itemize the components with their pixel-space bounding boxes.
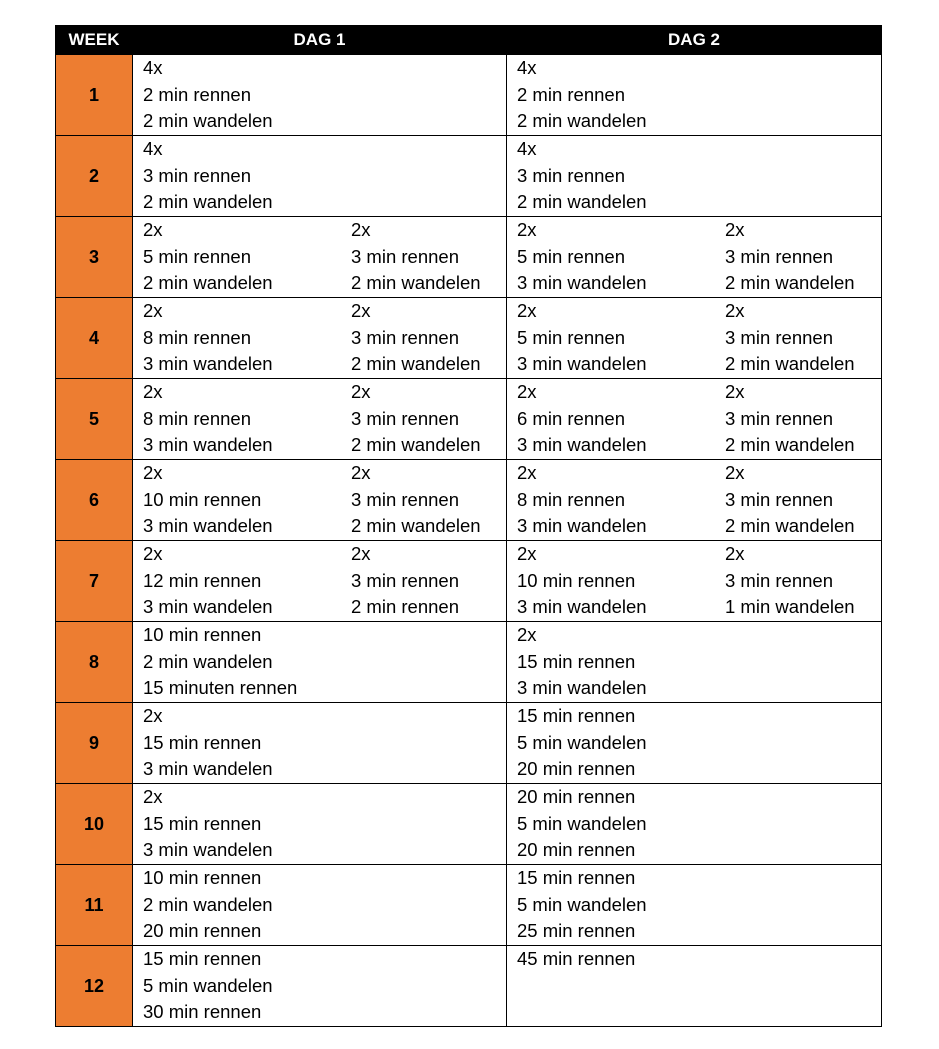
workout-line: 5 min rennen (517, 326, 625, 348)
workout-line: 4x (143, 57, 163, 78)
header-dag-1: DAG 1 (133, 26, 507, 55)
workout-line: 2 min wandelen (725, 515, 855, 537)
table-row (56, 460, 882, 541)
week-number: 5 (56, 379, 133, 460)
workout-line: 15 min rennen (517, 650, 636, 672)
workout-block (507, 946, 881, 1026)
workout-block (133, 298, 506, 378)
week-number: 1 (56, 55, 133, 136)
workout-block (507, 784, 881, 864)
workout-line: 20 min rennen (517, 839, 636, 861)
workout-line: 2x (725, 543, 745, 564)
workout-line: 2 min wandelen (725, 434, 855, 456)
workout-line: 2x (143, 219, 163, 240)
workout-block (507, 298, 881, 378)
dag-1-cell (133, 55, 507, 136)
dag-1-cell (133, 379, 507, 460)
workout-line: 2x (351, 219, 371, 240)
table-row (56, 784, 882, 865)
table-row (56, 136, 882, 217)
workout-line: 2x (517, 219, 537, 240)
dag-2-cell (507, 460, 882, 541)
workout-segment (351, 541, 459, 621)
workout-line: 2 min rennen (143, 83, 251, 105)
week-number: 3 (56, 217, 133, 298)
workout-line: 5 min rennen (517, 245, 625, 267)
dag-1-cell (133, 946, 507, 1027)
workout-line: 3 min rennen (725, 245, 833, 267)
workout-line: 2 min rennen (351, 596, 459, 618)
workout-segment (507, 865, 725, 945)
workout-line: 5 min rennen (143, 245, 251, 267)
workout-block (507, 460, 881, 540)
workout-line: 15 min rennen (143, 731, 262, 753)
workout-segment (133, 541, 351, 621)
workout-line: 2x (725, 300, 745, 321)
workout-segment (507, 541, 725, 621)
workout-line: 3 min rennen (351, 245, 459, 267)
workout-line: 2 min wandelen (725, 353, 855, 375)
workout-segment (351, 217, 481, 297)
workout-line: 2 min wandelen (725, 272, 855, 294)
workout-line: 2x (351, 543, 371, 564)
workout-segment (507, 703, 725, 783)
workout-segment (725, 379, 855, 459)
week-number: 12 (56, 946, 133, 1027)
table-row (56, 622, 882, 703)
workout-block (133, 136, 506, 216)
workout-line: 15 minuten rennen (143, 677, 298, 699)
workout-line: 3 min wandelen (517, 272, 647, 294)
workout-line: 2x (351, 300, 371, 321)
workout-segment (507, 784, 725, 864)
schedule-sheet (55, 25, 881, 1027)
workout-block (507, 541, 881, 621)
workout-segment (133, 784, 351, 864)
dag-1-cell (133, 541, 507, 622)
week-number: 9 (56, 703, 133, 784)
workout-line: 10 min rennen (517, 569, 636, 591)
workout-segment (507, 136, 725, 216)
workout-line: 2x (351, 381, 371, 402)
dag-2-cell (507, 55, 882, 136)
workout-line: 3 min wandelen (143, 839, 273, 861)
table-row (56, 703, 882, 784)
dag-1-cell (133, 217, 507, 298)
workout-line: 2 min wandelen (143, 110, 273, 132)
dag-1-cell (133, 298, 507, 379)
table-row (56, 865, 882, 946)
workout-segment (725, 460, 855, 540)
workout-line: 3 min wandelen (143, 353, 273, 375)
workout-line: 10 min rennen (143, 867, 262, 888)
dag-2-cell (507, 703, 882, 784)
workout-line: 5 min wandelen (517, 893, 647, 915)
dag-2-cell (507, 298, 882, 379)
workout-line: 2x (143, 462, 163, 483)
workout-block (507, 865, 881, 945)
workout-segment (351, 379, 481, 459)
workout-segment (133, 136, 351, 216)
workout-line: 4x (517, 138, 537, 159)
workout-line: 3 min wandelen (517, 353, 647, 375)
workout-block (507, 379, 881, 459)
workout-block (133, 703, 506, 783)
dag-2-cell (507, 217, 882, 298)
workout-block (507, 217, 881, 297)
workout-line: 12 min rennen (143, 569, 262, 591)
header-dag-2: DAG 2 (507, 26, 882, 55)
workout-line: 5 min wandelen (517, 731, 647, 753)
workout-line: 2x (143, 543, 163, 564)
workout-line: 3 min wandelen (517, 434, 647, 456)
workout-line: 2x (517, 381, 537, 402)
workout-block (507, 136, 881, 216)
dag-1-cell (133, 622, 507, 703)
dag-2-cell (507, 784, 882, 865)
dag-2-cell (507, 622, 882, 703)
workout-line: 3 min rennen (351, 569, 459, 591)
workout-segment (507, 298, 725, 378)
workout-line: 3 min wandelen (143, 434, 273, 456)
workout-line: 10 min rennen (143, 488, 262, 510)
dag-1-cell (133, 865, 507, 946)
workout-line: 3 min rennen (725, 326, 833, 348)
workout-line: 2x (517, 624, 537, 645)
workout-line: 2 min wandelen (143, 893, 273, 915)
workout-block (133, 460, 506, 540)
dag-2-cell (507, 946, 882, 1027)
table-row (56, 298, 882, 379)
workout-line: 3 min rennen (351, 407, 459, 429)
week-number: 2 (56, 136, 133, 217)
workout-segment (133, 298, 351, 378)
workout-line: 15 min rennen (517, 705, 636, 726)
workout-line: 3 min wandelen (143, 596, 273, 618)
workout-block (133, 622, 506, 702)
dag-2-cell (507, 541, 882, 622)
workout-line: 3 min rennen (143, 164, 251, 186)
workout-line: 2 min wandelen (517, 110, 647, 132)
workout-line: 8 min rennen (517, 488, 625, 510)
week-number: 10 (56, 784, 133, 865)
workout-line: 15 min rennen (517, 867, 636, 888)
dag-1-cell (133, 703, 507, 784)
workout-line: 10 min rennen (143, 624, 262, 645)
workout-line: 2x (351, 462, 371, 483)
workout-line: 3 min rennen (725, 488, 833, 510)
workout-line: 2 min wandelen (351, 272, 481, 294)
workout-line: 8 min rennen (143, 326, 251, 348)
table-row (56, 541, 882, 622)
workout-line: 2 min wandelen (351, 515, 481, 537)
workout-line: 2x (725, 462, 745, 483)
workout-segment (351, 298, 481, 378)
week-number: 4 (56, 298, 133, 379)
workout-block (133, 865, 506, 945)
workout-segment (351, 460, 481, 540)
workout-line: 2 min wandelen (351, 353, 481, 375)
workout-line: 3 min rennen (351, 326, 459, 348)
workout-segment (133, 379, 351, 459)
workout-line: 2 min wandelen (351, 434, 481, 456)
workout-segment (507, 460, 725, 540)
workout-segment (725, 541, 855, 621)
workout-line: 2x (517, 543, 537, 564)
workout-block (507, 55, 881, 135)
workout-line: 30 min rennen (143, 1001, 262, 1023)
workout-block (133, 541, 506, 621)
workout-line: 1 min wandelen (725, 596, 855, 618)
workout-segment (133, 703, 351, 783)
dag-1-cell (133, 460, 507, 541)
workout-segment (133, 865, 351, 945)
workout-segment (133, 217, 351, 297)
workout-block (133, 379, 506, 459)
header-row (56, 26, 882, 55)
workout-line: 5 min wandelen (143, 974, 273, 996)
workout-line: 15 min rennen (143, 948, 262, 969)
workout-line: 20 min rennen (143, 920, 262, 942)
training-schedule-table (55, 25, 882, 1027)
workout-line: 3 min rennen (517, 164, 625, 186)
workout-line: 2x (143, 786, 163, 807)
workout-line: 3 min wandelen (517, 677, 647, 699)
table-row (56, 946, 882, 1027)
workout-line: 2x (517, 300, 537, 321)
workout-segment (507, 946, 725, 1026)
workout-line: 2 min wandelen (143, 272, 273, 294)
workout-line: 3 min wandelen (517, 596, 647, 618)
workout-block (133, 784, 506, 864)
workout-line: 2x (143, 300, 163, 321)
workout-segment (133, 622, 351, 702)
workout-segment (507, 379, 725, 459)
workout-line: 4x (143, 138, 163, 159)
workout-segment (133, 946, 351, 1026)
workout-line: 5 min wandelen (517, 812, 647, 834)
workout-line: 2x (143, 381, 163, 402)
workout-block (507, 622, 881, 702)
dag-2-cell (507, 865, 882, 946)
workout-line: 3 min wandelen (517, 515, 647, 537)
week-number: 11 (56, 865, 133, 946)
dag-2-cell (507, 379, 882, 460)
header-week: WEEK (56, 26, 133, 55)
table-row (56, 217, 882, 298)
table-row (56, 55, 882, 136)
workout-line: 2x (725, 381, 745, 402)
workout-segment (725, 298, 855, 378)
week-number: 7 (56, 541, 133, 622)
workout-line: 25 min rennen (517, 920, 636, 942)
workout-segment (133, 460, 351, 540)
table-row (56, 379, 882, 460)
workout-segment (507, 55, 725, 135)
dag-1-cell (133, 784, 507, 865)
workout-line: 2x (143, 705, 163, 726)
dag-2-cell (507, 136, 882, 217)
workout-line: 2 min wandelen (517, 191, 647, 213)
dag-1-cell (133, 136, 507, 217)
workout-line: 3 min rennen (351, 488, 459, 510)
workout-line: 3 min rennen (725, 569, 833, 591)
workout-line: 15 min rennen (143, 812, 262, 834)
workout-line: 6 min rennen (517, 407, 625, 429)
workout-line: 3 min rennen (725, 407, 833, 429)
workout-segment (725, 217, 855, 297)
workout-line: 2 min wandelen (143, 650, 273, 672)
week-number: 8 (56, 622, 133, 703)
workout-line: 2 min rennen (517, 83, 625, 105)
workout-line: 3 min wandelen (143, 758, 273, 780)
workout-block (133, 946, 506, 1026)
workout-line: 2x (517, 462, 537, 483)
workout-line: 20 min rennen (517, 758, 636, 780)
workout-line: 45 min rennen (517, 948, 636, 969)
workout-line: 8 min rennen (143, 407, 251, 429)
workout-segment (507, 217, 725, 297)
workout-line: 2 min wandelen (143, 191, 273, 213)
schedule-body (56, 55, 882, 1027)
workout-segment (133, 55, 351, 135)
workout-block (133, 55, 506, 135)
workout-block (133, 217, 506, 297)
workout-line: 4x (517, 57, 537, 78)
week-number: 6 (56, 460, 133, 541)
workout-line: 3 min wandelen (143, 515, 273, 537)
workout-line: 2x (725, 219, 745, 240)
workout-segment (507, 622, 725, 702)
workout-line: 20 min rennen (517, 786, 636, 807)
workout-block (507, 703, 881, 783)
